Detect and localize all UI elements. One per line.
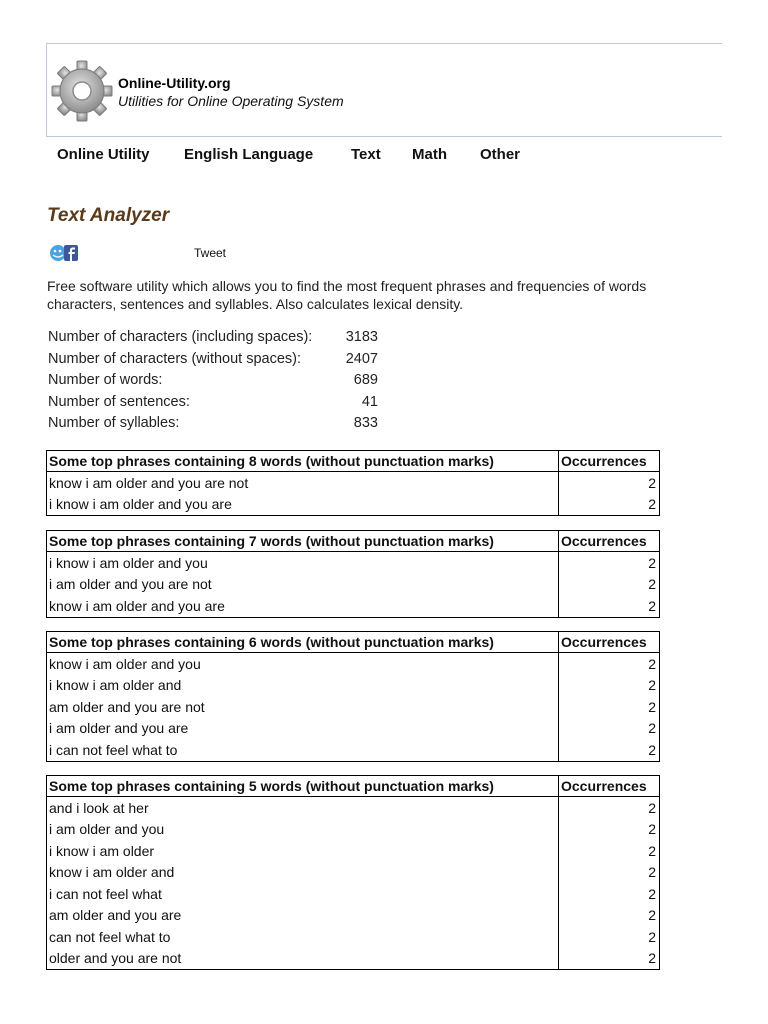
count-cell: 2 (559, 494, 660, 516)
nav-online-utility[interactable]: Online Utility (57, 146, 150, 163)
page-title: Text Analyzer (47, 205, 170, 226)
phrase-cell: i know i am older and you are (49, 496, 232, 513)
phrase-cell: i can not feel what (49, 885, 162, 902)
occurrences-column-header: Occurrences (559, 451, 660, 472)
table-row (47, 840, 660, 862)
count-cell: 2 (559, 718, 660, 740)
phrase-cell: i know i am older (49, 842, 155, 859)
phrase-cell: know i am older and you are (49, 597, 225, 614)
table-row (47, 797, 660, 819)
phrase-cell: know i am older and you (49, 655, 201, 672)
count-cell: 2 (559, 472, 660, 494)
count-cell: 2 (559, 862, 660, 884)
phrase-cell: older and you are not (49, 950, 182, 967)
stat-value: 2407 (345, 350, 378, 367)
phrase-cell: i am older and you are not (49, 576, 212, 593)
stat-row (47, 329, 382, 351)
table-row (47, 494, 660, 516)
stat-label: Number of characters (without spaces): (48, 350, 302, 367)
count-cell: 2 (559, 840, 660, 862)
table-row (47, 948, 660, 970)
table-row (47, 862, 660, 884)
phrase-cell: i am older and you are (49, 720, 189, 737)
count-cell: 2 (559, 905, 660, 927)
social-share-icon[interactable] (49, 243, 79, 263)
table-row (47, 739, 660, 761)
count-cell: 2 (559, 926, 660, 948)
table-row (47, 819, 660, 841)
phrase-column-header: Some top phrases containing 7 words (without punctuation marks) (47, 531, 559, 552)
table-row (47, 653, 660, 675)
phrase-cell: am older and you are (49, 907, 182, 924)
phrase-cell: can not feel what to (49, 928, 171, 945)
stat-label: Number of sentences: (48, 393, 190, 410)
stat-row (47, 351, 382, 373)
stat-label: Number of characters (including spaces): (48, 329, 313, 345)
count-cell: 2 (559, 797, 660, 819)
stats-list (47, 329, 382, 437)
nav-other[interactable]: Other (480, 146, 521, 163)
phrases-table-7-words (46, 530, 660, 618)
count-cell: 2 (559, 653, 660, 675)
phrases-table-5-words (46, 775, 660, 970)
table-row (47, 883, 660, 905)
site-tagline: Utilities for Online Operating System (118, 93, 344, 109)
stat-value: 41 (361, 393, 378, 410)
table-row (47, 552, 660, 574)
count-cell: 2 (559, 819, 660, 841)
phrase-cell: know i am older and (49, 864, 175, 881)
count-cell: 2 (559, 696, 660, 718)
table-row (47, 675, 660, 697)
gear-icon[interactable] (50, 59, 114, 123)
table-row (47, 905, 660, 927)
table-header-row (47, 451, 660, 472)
phrase-column-header: Some top phrases containing 5 words (without punctuation marks) (47, 776, 559, 797)
stat-label: Number of words: (48, 372, 163, 388)
table-row (47, 472, 660, 494)
table-header-row (47, 531, 660, 552)
count-cell: 2 (559, 948, 660, 970)
tweet-button[interactable]: Tweet (194, 246, 227, 260)
stat-value: 833 (353, 415, 378, 431)
phrase-cell: i know i am older and (49, 677, 182, 694)
table-header-row (47, 776, 660, 797)
count-cell: 2 (559, 675, 660, 697)
occurrences-column-header: Occurrences (559, 632, 660, 653)
table-row (47, 595, 660, 617)
count-cell: 2 (559, 883, 660, 905)
table-row (47, 696, 660, 718)
stat-row (47, 394, 382, 416)
count-cell: 2 (559, 574, 660, 596)
phrase-cell: i know i am older and you (49, 554, 208, 571)
phrase-cell: i can not feel what to (49, 741, 178, 758)
stat-row (47, 372, 382, 394)
phrase-cell: and i look at her (49, 799, 149, 816)
nav-english-language[interactable]: English Language (184, 146, 314, 163)
occurrences-column-header: Occurrences (559, 776, 660, 797)
phrase-cell: am older and you are not (49, 698, 205, 715)
phrases-table-8-words (46, 450, 660, 516)
count-cell: 2 (559, 552, 660, 574)
table-row (47, 718, 660, 740)
stat-value: 689 (353, 372, 378, 388)
nav-text[interactable]: Text (351, 146, 381, 163)
site-header (46, 43, 722, 137)
table-row (47, 926, 660, 948)
stat-row (47, 415, 382, 437)
phrase-cell: know i am older and you are not (49, 474, 249, 491)
site-name[interactable]: Online-Utility.org (118, 75, 231, 91)
stat-value: 3183 (345, 329, 378, 345)
count-cell: 2 (559, 739, 660, 761)
phrase-column-header: Some top phrases containing 8 words (without punctuation marks) (47, 451, 559, 472)
phrase-cell: i am older and you (49, 821, 165, 838)
table-row (47, 574, 660, 596)
table-header-row (47, 632, 660, 653)
description-line: Free software utility which allows you to find the most frequent phrases and frequencies of words (47, 278, 647, 294)
description (47, 278, 723, 313)
stat-label: Number of syllables: (48, 415, 180, 431)
count-cell: 2 (559, 595, 660, 617)
description-line: characters, sentences and syllables. Also calculates lexical density. (47, 295, 464, 312)
phrase-column-header: Some top phrases containing 6 words (without punctuation marks) (47, 632, 559, 653)
phrases-table-6-words (46, 631, 660, 762)
nav-math[interactable]: Math (412, 146, 447, 163)
occurrences-column-header: Occurrences (559, 531, 660, 552)
